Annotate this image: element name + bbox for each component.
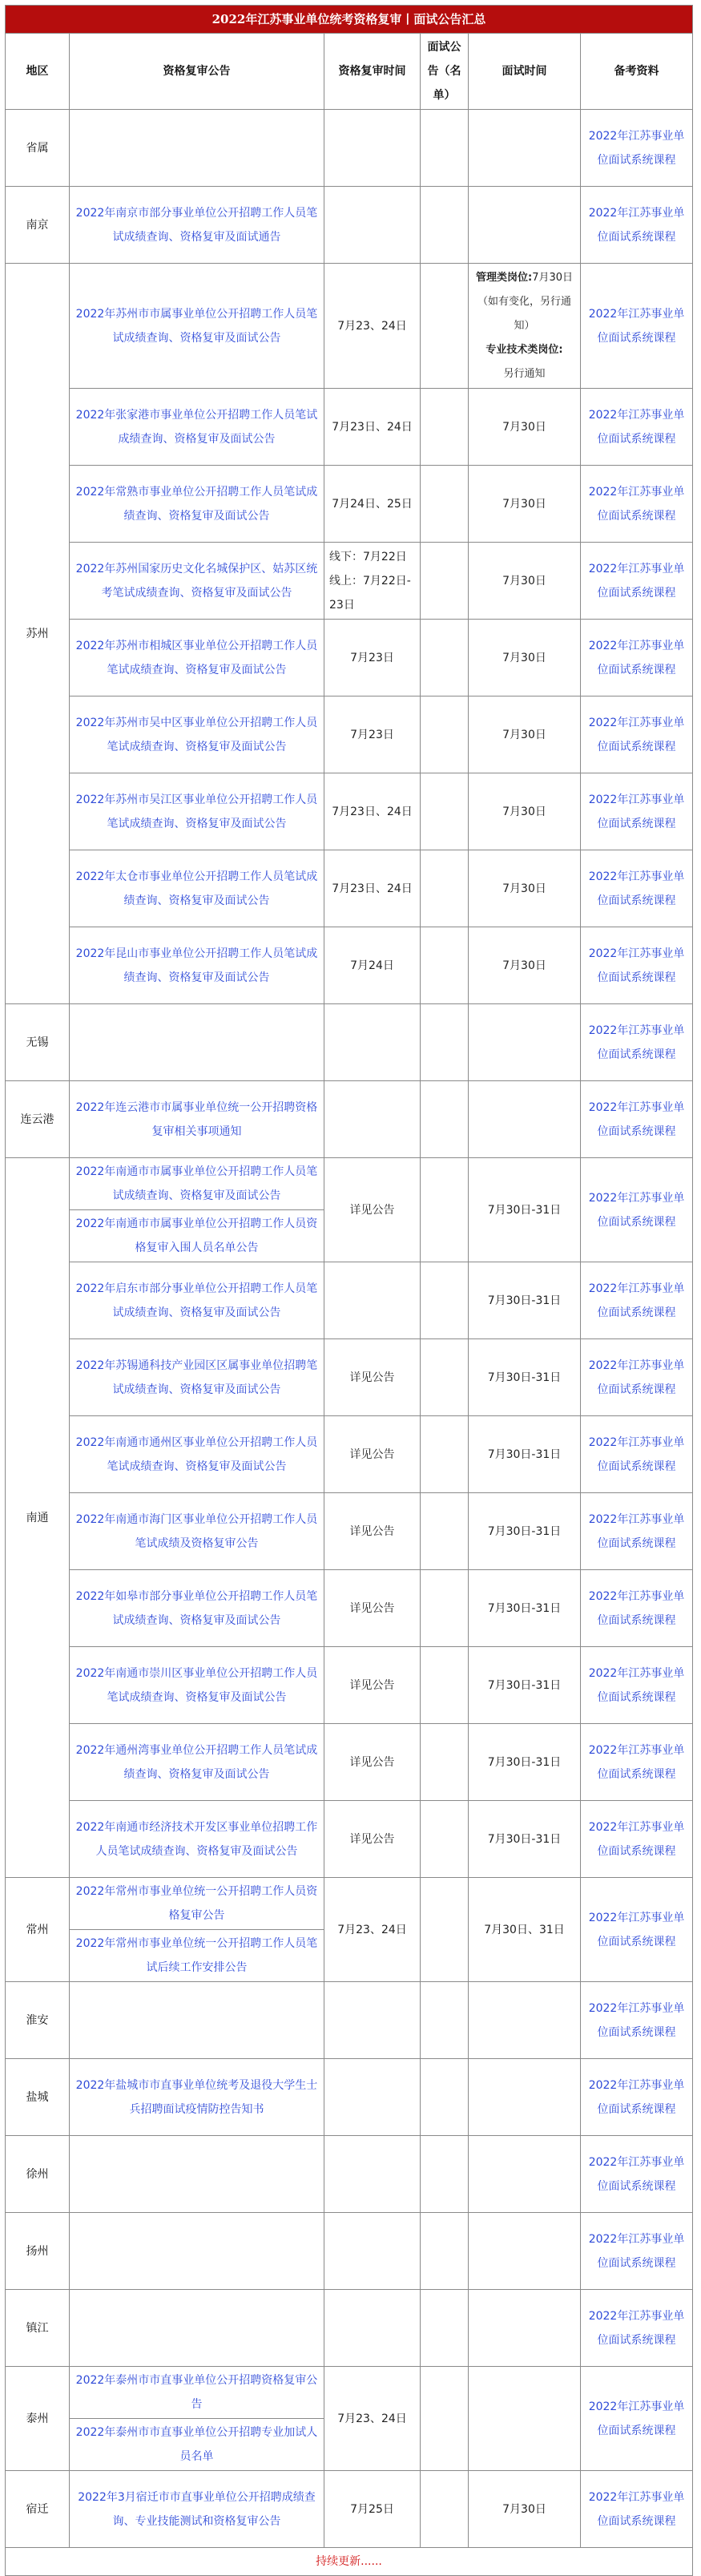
interview-time-cell: 7月30日 [469, 389, 581, 466]
study-material-link[interactable]: 2022年江苏事业单位面试系统课程 [588, 639, 685, 676]
mgmt-text: 7月30日（如有变化，另行通知） [477, 271, 574, 332]
interview-list-cell [421, 1801, 469, 1878]
announcement-link[interactable]: 2022年盐城市市直事业单位统考及退役大学生士兵招聘面试疫情防控告知书 [75, 2078, 318, 2116]
review-time-cell: 详见公告 [324, 1570, 421, 1647]
announcement-cell [70, 2290, 324, 2367]
table-row [6, 773, 693, 850]
study-material-cell [581, 1878, 693, 1982]
interview-time-cell: 7月30日 [469, 773, 581, 850]
region-cell: 苏州 [6, 264, 70, 1004]
announcement-cell [70, 2471, 324, 2548]
interview-list-cell [421, 543, 469, 620]
review-time-cell [324, 2059, 421, 2136]
review-time-cell: 7月25日 [324, 2471, 421, 2548]
region-cell: 连云港 [6, 1081, 70, 1158]
interview-list-cell [421, 2367, 469, 2471]
review-time-cell: 7月23日、24日 [324, 389, 421, 466]
announcement-link[interactable]: 2022年南通市市属事业单位公开招聘工作人员笔试成绩查询、资格复审及面试公告 [75, 1165, 318, 1202]
study-material-link[interactable]: 2022年江苏事业单位面试系统课程 [588, 1589, 685, 1627]
col-review-time-header: 资格复审时间 [324, 34, 421, 110]
announcement-cell [70, 620, 324, 696]
study-material-link[interactable]: 2022年江苏事业单位面试系统课程 [588, 206, 685, 244]
study-material-cell [581, 1982, 693, 2059]
study-material-link[interactable]: 2022年江苏事业单位面试系统课程 [588, 408, 685, 446]
interview-time-cell [469, 2059, 581, 2136]
review-time-cell [324, 2136, 421, 2213]
study-material-link[interactable]: 2022年江苏事业单位面试系统课程 [588, 2001, 685, 2039]
interview-time-cell: 7月30日-31日 [469, 1493, 581, 1570]
review-time-cell: 详见公告 [324, 1647, 421, 1724]
announcement-cell [70, 1493, 324, 1570]
region-cell: 徐州 [6, 2136, 70, 2213]
study-material-link[interactable]: 2022年江苏事业单位面试系统课程 [588, 2490, 685, 2528]
table-row [6, 389, 693, 466]
region-cell: 南通 [6, 1158, 70, 1878]
study-material-link[interactable]: 2022年江苏事业单位面试系统课程 [588, 485, 685, 523]
table-title: 2022年江苏事业单位统考资格复审丨面试公告汇总 [6, 6, 693, 34]
announcement-cell [70, 2136, 324, 2213]
col-interview-list-header: 面试公告（名单） [421, 34, 469, 110]
table-row [6, 1647, 693, 1724]
announcement-cell [70, 1004, 324, 1081]
table-row [6, 264, 693, 389]
study-material-link[interactable]: 2022年江苏事业单位面试系统课程 [588, 1911, 685, 1948]
table-row [6, 1081, 693, 1158]
announcement-cell [70, 696, 324, 773]
interview-list-cell [421, 1570, 469, 1647]
interview-time-cell [469, 187, 581, 264]
announcement-link[interactable]: 2022年南京市部分事业单位公开招聘工作人员笔试成绩查询、资格复审及面试通告 [75, 206, 318, 244]
announcement-cell [70, 2059, 324, 2136]
interview-time-cell: 7月30日-31日 [469, 1647, 581, 1724]
announcement-link[interactable]: 2022年太仓市事业单位公开招聘工作人员笔试成绩查询、资格复审及面试公告 [75, 870, 318, 907]
table-row [6, 1878, 693, 1982]
announcement-link[interactable]: 2022年常州市事业单位统一公开招聘工作人员资格复审公告 [75, 1885, 318, 1922]
study-material-cell [581, 1493, 693, 1570]
table-row [6, 2059, 693, 2136]
tech-label: 专业技术类岗位: [485, 343, 563, 356]
region-cell: 宿迁 [6, 2471, 70, 2548]
announcement-link[interactable]: 2022年南通市海门区事业单位公开招聘工作人员笔试成绩及资格复审公告 [75, 1512, 318, 1550]
study-material-link[interactable]: 2022年江苏事业单位面试系统课程 [588, 1666, 685, 1704]
header-row [6, 34, 693, 110]
col-study-material-header: 备考资料 [581, 34, 693, 110]
study-material-link[interactable]: 2022年江苏事业单位面试系统课程 [588, 947, 685, 984]
announcement-link[interactable]: 2022年苏州市相城区事业单位公开招聘工作人员笔试成绩查询、资格复审及面试公告 [75, 639, 318, 676]
study-material-link[interactable]: 2022年江苏事业单位面试系统课程 [588, 307, 685, 345]
interview-list-cell [421, 1081, 469, 1158]
interview-list-cell [421, 2213, 469, 2290]
interview-time-cell: 7月30日-31日 [469, 1262, 581, 1339]
study-material-link[interactable]: 2022年江苏事业单位面试系统课程 [588, 562, 685, 600]
study-material-cell [581, 696, 693, 773]
review-time-cell: 7月24日、25日 [324, 466, 421, 543]
region-cell: 泰州 [6, 2367, 70, 2471]
announcement-cell [70, 1339, 324, 1416]
interview-list-cell [421, 773, 469, 850]
study-material-link[interactable]: 2022年江苏事业单位面试系统课程 [588, 1282, 685, 1319]
announcement-cell [70, 1416, 324, 1493]
announcement-cell [70, 927, 324, 1004]
study-material-cell [581, 2059, 693, 2136]
interview-list-cell [421, 2290, 469, 2367]
study-material-link[interactable]: 2022年江苏事业单位面试系统课程 [588, 2155, 685, 2193]
announcement-cell [70, 1262, 324, 1339]
region-cell: 镇江 [6, 2290, 70, 2367]
review-time-cell: 详见公告 [324, 1158, 421, 1262]
announcement-cell [70, 466, 324, 543]
review-time-cell [324, 2213, 421, 2290]
interview-list-cell [421, 1493, 469, 1570]
table-row [6, 1801, 693, 1878]
interview-list-cell [421, 1647, 469, 1724]
interview-list-cell [421, 2136, 469, 2213]
title-row [6, 6, 693, 34]
interview-time-cell: 7月30日-31日 [469, 1416, 581, 1493]
interview-list-cell [421, 389, 469, 466]
interview-time-cell [469, 1982, 581, 2059]
announcement-cell [70, 773, 324, 850]
announcement-link[interactable]: 2022年南通市经济技术开发区事业单位招聘工作人员笔试成绩查询、资格复审及面试公告 [75, 1820, 318, 1858]
study-material-cell [581, 1647, 693, 1724]
interview-time-cell: 7月30日 [469, 466, 581, 543]
col-announcement-header: 资格复审公告 [70, 34, 324, 110]
continue-update-note: 持续更新...... [6, 2548, 693, 2576]
announcement-link[interactable]: 2022年通州湾事业单位公开招聘工作人员笔试成绩查询、资格复审及面试公告 [75, 1743, 318, 1781]
study-material-cell [581, 850, 693, 927]
study-material-link[interactable]: 2022年江苏事业单位面试系统课程 [588, 793, 685, 830]
interview-list-cell [421, 110, 469, 187]
announcement-link[interactable]: 2022年连云港市市属事业单位统一公开招聘资格复审相关事项通知 [75, 1100, 318, 1138]
announcement-cell [70, 850, 324, 927]
announcement-cell [70, 1081, 324, 1158]
study-material-cell [581, 1416, 693, 1493]
study-material-link[interactable]: 2022年江苏事业单位面试系统课程 [588, 1512, 685, 1550]
announcement-cell [70, 1724, 324, 1801]
summary-table [5, 5, 693, 2576]
study-material-cell [581, 1081, 693, 1158]
table-row [6, 696, 693, 773]
review-time-cell: 7月23、24日 [324, 1878, 421, 1982]
review-time-cell [324, 1004, 421, 1081]
interview-list-cell [421, 2471, 469, 2548]
announcement-cell [70, 2367, 324, 2471]
announcement-link[interactable]: 2022年常州市事业单位统一公开招聘工作人员笔试后续工作安排公告 [70, 1929, 324, 1980]
review-time-cell: 7月23、24日 [324, 2367, 421, 2471]
interview-list-cell [421, 1004, 469, 1081]
announcement-link[interactable]: 2022年3月宿迁市市直事业单位公开招聘成绩查询、专业技能测试和资格复审公告 [78, 2490, 316, 2528]
interview-time-cell: 7月30日-31日 [469, 1158, 581, 1262]
study-material-link[interactable]: 2022年江苏事业单位面试系统课程 [588, 1820, 685, 1858]
study-material-cell [581, 543, 693, 620]
interview-time-cell: 7月30日、31日 [469, 1878, 581, 1982]
table-row [6, 110, 693, 187]
table-row [6, 620, 693, 696]
study-material-link[interactable]: 2022年江苏事业单位面试系统课程 [588, 2078, 685, 2116]
review-time-cell: 详见公告 [324, 1801, 421, 1878]
study-material-cell [581, 1801, 693, 1878]
table-row [6, 1004, 693, 1081]
study-material-cell [581, 1004, 693, 1081]
table-row [6, 543, 693, 620]
study-material-link[interactable]: 2022年江苏事业单位面试系统课程 [588, 1743, 685, 1781]
footer-row [6, 2548, 693, 2576]
table-row [6, 1982, 693, 2059]
study-material-cell [581, 2136, 693, 2213]
announcement-link[interactable]: 2022年如皋市部分事业单位公开招聘工作人员笔试成绩查询、资格复审及面试公告 [75, 1589, 318, 1627]
interview-time-cell [469, 1081, 581, 1158]
announcement-link[interactable]: 2022年苏州市市属事业单位公开招聘工作人员笔试成绩查询、资格复审及面试公告 [75, 307, 318, 345]
study-material-link[interactable]: 2022年江苏事业单位面试系统课程 [588, 2309, 685, 2347]
interview-list-cell [421, 1982, 469, 2059]
study-material-cell [581, 2213, 693, 2290]
interview-list-cell [421, 264, 469, 389]
review-time-cell: 详见公告 [324, 1416, 421, 1493]
interview-list-cell [421, 850, 469, 927]
mgmt-label: 管理类岗位: [475, 271, 533, 284]
announcement-link[interactable]: 2022年苏锡通科技产业园区区属事业单位招聘笔试成绩查询、资格复审及面试公告 [75, 1359, 318, 1396]
interview-time-cell [469, 2136, 581, 2213]
review-time-cell: 7月23日、24日 [324, 850, 421, 927]
announcement-link[interactable]: 2022年常熟市事业单位公开招聘工作人员笔试成绩查询、资格复审及面试公告 [75, 485, 318, 523]
study-material-cell [581, 927, 693, 1004]
interview-time-cell [469, 264, 581, 389]
announcement-cell [70, 389, 324, 466]
interview-time-cell [469, 110, 581, 187]
interview-time-cell: 7月30日 [469, 620, 581, 696]
interview-time-cell [469, 2213, 581, 2290]
interview-list-cell [421, 187, 469, 264]
announcement-link[interactable]: 2022年启东市部分事业单位公开招聘工作人员笔试成绩查询、资格复审及面试公告 [75, 1282, 318, 1319]
announcement-cell [70, 1878, 324, 1982]
table-row [6, 1339, 693, 1416]
table-row [6, 1493, 693, 1570]
table-row [6, 466, 693, 543]
study-material-cell [581, 187, 693, 264]
study-material-link[interactable]: 2022年江苏事业单位面试系统课程 [588, 870, 685, 907]
interview-list-cell [421, 1158, 469, 1262]
interview-list-cell [421, 1262, 469, 1339]
study-material-link[interactable]: 2022年江苏事业单位面试系统课程 [588, 129, 685, 167]
announcement-link[interactable]: 2022年南通市通州区事业单位公开招聘工作人员笔试成绩查询、资格复审及面试公告 [75, 1435, 318, 1473]
study-material-cell [581, 2367, 693, 2471]
study-material-cell [581, 1262, 693, 1339]
review-time-cell: 7月23、24日 [324, 264, 421, 389]
table-row [6, 1158, 693, 1262]
study-material-cell [581, 1339, 693, 1416]
study-material-cell [581, 1724, 693, 1801]
study-material-link[interactable]: 2022年江苏事业单位面试系统课程 [588, 1359, 685, 1396]
region-cell: 扬州 [6, 2213, 70, 2290]
interview-time-cell: 7月30日 [469, 2471, 581, 2548]
col-region-header: 地区 [6, 34, 70, 110]
review-time-cell: 7月23日 [324, 696, 421, 773]
table-row [6, 2367, 693, 2471]
study-material-link[interactable]: 2022年江苏事业单位面试系统课程 [588, 1024, 685, 1061]
interview-time-cell: 7月30日-31日 [469, 1339, 581, 1416]
region-cell: 盐城 [6, 2059, 70, 2136]
interview-list-cell [421, 927, 469, 1004]
announcement-link[interactable]: 2022年南通市崇川区事业单位公开招聘工作人员笔试成绩查询、资格复审及面试公告 [75, 1666, 318, 1704]
interview-list-cell [421, 1878, 469, 1982]
table-row [6, 1724, 693, 1801]
announcement-cell [70, 1570, 324, 1647]
review-time-cell [324, 110, 421, 187]
study-material-cell [581, 466, 693, 543]
announcement-link[interactable]: 2022年苏州市吴江区事业单位公开招聘工作人员笔试成绩查询、资格复审及面试公告 [75, 793, 318, 830]
interview-list-cell [421, 696, 469, 773]
review-time-cell: 详见公告 [324, 1339, 421, 1416]
interview-list-cell [421, 1724, 469, 1801]
interview-time-cell [469, 2290, 581, 2367]
review-time-cell: 7月23日、24日 [324, 773, 421, 850]
table-row [6, 850, 693, 927]
announcement-cell [70, 543, 324, 620]
study-material-cell [581, 2471, 693, 2548]
review-time-cell: 7月23日 [324, 620, 421, 696]
review-time-cell [324, 1081, 421, 1158]
study-material-link[interactable]: 2022年江苏事业单位面试系统课程 [588, 1435, 685, 1473]
table-row [6, 2213, 693, 2290]
review-time-cell [324, 2290, 421, 2367]
region-cell: 淮安 [6, 1982, 70, 2059]
table-row [6, 1570, 693, 1647]
review-time-cell [324, 1982, 421, 2059]
study-material-link[interactable]: 2022年江苏事业单位面试系统课程 [588, 1191, 685, 1229]
study-material-link[interactable]: 2022年江苏事业单位面试系统课程 [588, 2232, 685, 2270]
study-material-link[interactable]: 2022年江苏事业单位面试系统课程 [588, 2400, 685, 2437]
study-material-cell [581, 1570, 693, 1647]
interview-list-cell [421, 2059, 469, 2136]
announcement-cell [70, 264, 324, 389]
interview-time-cell: 7月30日-31日 [469, 1570, 581, 1647]
review-time-cell: 详见公告 [324, 1493, 421, 1570]
announcement-link[interactable]: 2022年泰州市市直事业单位公开招聘资格复审公告 [75, 2374, 318, 2411]
announcement-link[interactable]: 2022年泰州市市直事业单位公开招聘专业加试人员名单 [70, 2418, 324, 2469]
announcement-link[interactable]: 2022年南通市市属事业单位公开招聘工作人员资格复审入围人员名单公告 [70, 1209, 324, 1260]
interview-time-cell: 7月30日 [469, 696, 581, 773]
review-time-cell [324, 187, 421, 264]
announcement-cell [70, 187, 324, 264]
region-cell: 常州 [6, 1878, 70, 1982]
table-row [6, 1416, 693, 1493]
announcement-link[interactable]: 2022年苏州国家历史文化名城保护区、姑苏区统考笔试成绩查询、资格复审及面试公告 [75, 562, 318, 600]
table-row [6, 1262, 693, 1339]
table-row [6, 2136, 693, 2213]
study-material-cell [581, 389, 693, 466]
table-row [6, 927, 693, 1004]
review-time-cell: 线下：7月22日 线上：7月22日-23日 [324, 543, 421, 620]
review-time-cell [324, 1262, 421, 1339]
announcement-link[interactable]: 2022年苏州市吴中区事业单位公开招聘工作人员笔试成绩查询、资格复审及面试公告 [75, 716, 318, 753]
table-row [6, 2290, 693, 2367]
interview-time-cell: 7月30日-31日 [469, 1801, 581, 1878]
tech-text: 另行通知 [503, 367, 546, 380]
study-material-cell [581, 110, 693, 187]
region-cell: 南京 [6, 187, 70, 264]
announcement-cell [70, 110, 324, 187]
table-row [6, 2471, 693, 2548]
interview-list-cell [421, 1416, 469, 1493]
announcement-link[interactable]: 2022年张家港市事业单位公开招聘工作人员笔试成绩查询、资格复审及面试公告 [75, 408, 318, 446]
interview-list-cell [421, 466, 469, 543]
interview-time-cell: 7月30日 [469, 850, 581, 927]
announcement-cell [70, 1158, 324, 1262]
interview-time-cell: 7月30日 [469, 927, 581, 1004]
study-material-cell [581, 773, 693, 850]
region-cell: 省属 [6, 110, 70, 187]
study-material-cell [581, 620, 693, 696]
interview-list-cell [421, 620, 469, 696]
announcement-cell [70, 2213, 324, 2290]
study-material-link[interactable]: 2022年江苏事业单位面试系统课程 [588, 1100, 685, 1138]
review-time-cell: 详见公告 [324, 1724, 421, 1801]
study-material-cell [581, 2290, 693, 2367]
study-material-cell [581, 1158, 693, 1262]
col-interview-time-header: 面试时间 [469, 34, 581, 110]
announcement-cell [70, 1801, 324, 1878]
announcement-cell [70, 1982, 324, 2059]
interview-time-cell [469, 2367, 581, 2471]
study-material-cell [581, 264, 693, 389]
table-row [6, 187, 693, 264]
region-cell: 无锡 [6, 1004, 70, 1081]
interview-list-cell [421, 1339, 469, 1416]
study-material-link[interactable]: 2022年江苏事业单位面试系统课程 [588, 716, 685, 753]
announcement-link[interactable]: 2022年昆山市事业单位公开招聘工作人员笔试成绩查询、资格复审及面试公告 [75, 947, 318, 984]
review-time-cell: 7月24日 [324, 927, 421, 1004]
interview-time-cell: 7月30日 [469, 543, 581, 620]
interview-time-cell: 7月30日-31日 [469, 1724, 581, 1801]
interview-time-cell [469, 1004, 581, 1081]
announcement-cell [70, 1647, 324, 1724]
